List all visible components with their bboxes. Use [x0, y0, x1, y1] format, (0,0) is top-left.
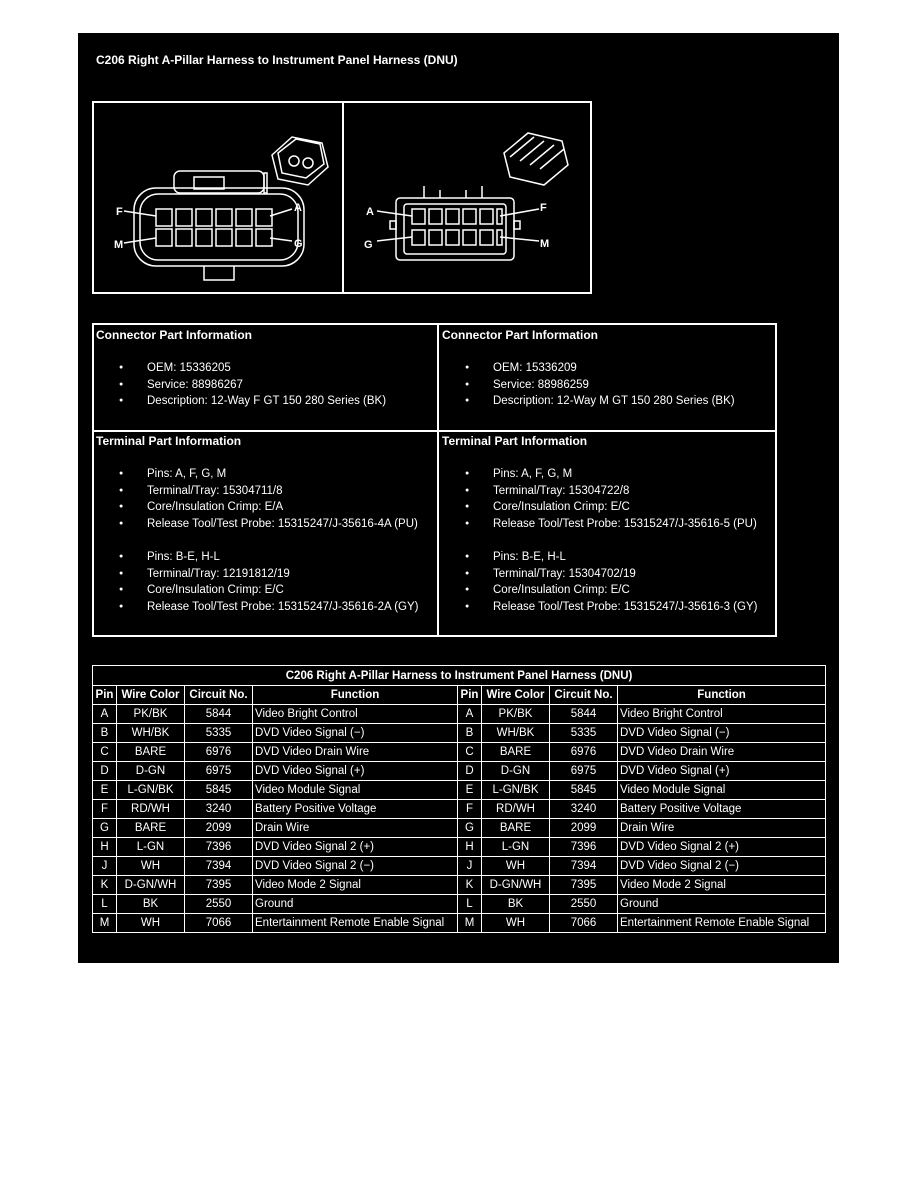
connector-description: ● Description: 12-Way M GT 150 280 Series (BK) — [442, 393, 777, 410]
connector-info-left — [96, 328, 434, 410]
cell-circuit-number: 7066 — [185, 914, 253, 933]
cell-function: Video Mode 2 Signal — [618, 876, 826, 895]
cell-function: DVD Video Signal (+) — [618, 762, 826, 781]
table-row — [93, 762, 826, 781]
female-label-f: F — [116, 206, 123, 218]
terminal-crimp: ● Core/Insulation Crimp: E/A — [96, 499, 434, 516]
cell-circuit-number: 5335 — [550, 724, 618, 743]
cell-wire-color: PK/BK — [482, 705, 550, 724]
cell-function: Entertainment Remote Enable Signal — [253, 914, 458, 933]
male-label-f: F — [540, 202, 547, 214]
table-row — [93, 914, 826, 933]
col-header-pin: Pin — [458, 686, 482, 705]
pinout-table — [92, 665, 826, 933]
terminal-release-tool: ● Release Tool/Test Probe: 15315247/J-35616-5 (PU) — [442, 516, 777, 533]
table-row — [93, 724, 826, 743]
cell-pin: C — [93, 743, 117, 762]
cell-circuit-number: 2099 — [550, 819, 618, 838]
info-divider-vertical — [437, 325, 439, 635]
cell-function: Ground — [253, 895, 458, 914]
cell-wire-color: RD/WH — [482, 800, 550, 819]
cell-wire-color: BK — [482, 895, 550, 914]
cell-pin: F — [458, 800, 482, 819]
connector-service: ● Service: 88986267 — [96, 377, 434, 394]
cell-wire-color: BARE — [482, 743, 550, 762]
cell-pin: E — [458, 781, 482, 800]
col-header-circuit: Circuit No. — [550, 686, 618, 705]
cell-pin: D — [93, 762, 117, 781]
terminal-pins: ● Pins: A, F, G, M — [96, 466, 434, 483]
cell-wire-color: L-GN/BK — [482, 781, 550, 800]
col-header-function: Function — [618, 686, 826, 705]
male-connector-iso-view — [504, 133, 568, 185]
col-header-pin: Pin — [93, 686, 117, 705]
cell-circuit-number: 7394 — [185, 857, 253, 876]
cell-pin: B — [93, 724, 117, 743]
terminal-info-heading: Terminal Part Information — [442, 434, 588, 448]
cell-wire-color: BARE — [117, 743, 185, 762]
cell-wire-color: RD/WH — [117, 800, 185, 819]
cell-pin: G — [93, 819, 117, 838]
cell-pin: K — [458, 876, 482, 895]
cell-wire-color: WH/BK — [117, 724, 185, 743]
cell-function: Video Module Signal — [253, 781, 458, 800]
cell-wire-color: D-GN/WH — [482, 876, 550, 895]
cell-pin: J — [93, 857, 117, 876]
male-label-a: A — [366, 206, 374, 218]
table-row — [93, 895, 826, 914]
cell-pin: D — [458, 762, 482, 781]
female-label-a: A — [294, 202, 302, 214]
terminal-release-tool: ● Release Tool/Test Probe: 15315247/J-35616-2A (GY) — [96, 599, 434, 616]
cell-pin: H — [458, 838, 482, 857]
male-cavities — [412, 209, 502, 245]
cell-circuit-number: 5844 — [185, 705, 253, 724]
cell-function: DVD Video Signal 2 (+) — [253, 838, 458, 857]
terminal-pins: ● Pins: B-E, H-L — [96, 549, 434, 566]
connector-info-heading: Connector Part Information — [442, 328, 599, 342]
info-divider-horizontal — [94, 430, 775, 432]
cell-wire-color: WH/BK — [482, 724, 550, 743]
terminal-pins: ● Pins: A, F, G, M — [442, 466, 777, 483]
cell-circuit-number: 2550 — [185, 895, 253, 914]
cell-circuit-number: 6975 — [185, 762, 253, 781]
cell-pin: A — [93, 705, 117, 724]
cell-circuit-number: 2099 — [185, 819, 253, 838]
col-header-wire-color: Wire Color — [482, 686, 550, 705]
cell-circuit-number: 7396 — [550, 838, 618, 857]
female-connector-iso-view — [272, 137, 328, 185]
cell-circuit-number: 5845 — [185, 781, 253, 800]
terminal-tray: ● Terminal/Tray: 15304702/19 — [442, 566, 777, 583]
cell-pin: B — [458, 724, 482, 743]
cell-function: Video Module Signal — [618, 781, 826, 800]
cell-function: DVD Video Signal 2 (+) — [618, 838, 826, 857]
cell-wire-color: BK — [117, 895, 185, 914]
terminal-info-left — [96, 434, 434, 615]
cell-function: Battery Positive Voltage — [618, 800, 826, 819]
table-row — [93, 838, 826, 857]
male-label-g: G — [364, 239, 373, 251]
cell-function: Video Bright Control — [618, 705, 826, 724]
connector-info-right — [442, 328, 777, 410]
cell-pin: C — [458, 743, 482, 762]
cell-pin: L — [93, 895, 117, 914]
female-cavities — [156, 209, 272, 246]
terminal-tray: ● Terminal/Tray: 12191812/19 — [96, 566, 434, 583]
connector-description: ● Description: 12-Way F GT 150 280 Series (BK) — [96, 393, 434, 410]
female-label-m: M — [114, 239, 124, 251]
table-header-row — [93, 686, 826, 705]
table-row — [93, 876, 826, 895]
terminal-crimp: ● Core/Insulation Crimp: E/C — [442, 582, 777, 599]
cell-wire-color: WH — [482, 914, 550, 933]
cell-function: DVD Video Signal (+) — [253, 762, 458, 781]
connector-info-heading: Connector Part Information — [96, 328, 253, 342]
cell-wire-color: BARE — [482, 819, 550, 838]
cell-circuit-number: 6976 — [550, 743, 618, 762]
page-title: C206 Right A-Pillar Harness to Instrument Panel Harness (DNU) — [96, 53, 458, 67]
table-row — [93, 800, 826, 819]
cell-circuit-number: 3240 — [185, 800, 253, 819]
cell-function: DVD Video Signal (−) — [253, 724, 458, 743]
cell-circuit-number: 2550 — [550, 895, 618, 914]
cell-pin: F — [93, 800, 117, 819]
terminal-crimp: ● Core/Insulation Crimp: E/C — [96, 582, 434, 599]
female-label-g: G — [294, 238, 303, 250]
cell-function: Ground — [618, 895, 826, 914]
cell-wire-color: D-GN — [117, 762, 185, 781]
cell-wire-color: L-GN — [117, 838, 185, 857]
table-caption: C206 Right A-Pillar Harness to Instrument Panel Harness (DNU) — [93, 666, 826, 686]
cell-function: Video Bright Control — [253, 705, 458, 724]
terminal-release-tool: ● Release Tool/Test Probe: 15315247/J-35616-4A (PU) — [96, 516, 434, 533]
cell-pin: M — [458, 914, 482, 933]
col-header-function: Function — [253, 686, 458, 705]
cell-wire-color: BARE — [117, 819, 185, 838]
connector-service: ● Service: 88986259 — [442, 377, 777, 394]
cell-circuit-number: 7395 — [550, 876, 618, 895]
cell-function: DVD Video Signal 2 (−) — [253, 857, 458, 876]
cell-function: Entertainment Remote Enable Signal — [618, 914, 826, 933]
table-row — [93, 743, 826, 762]
document-page — [78, 33, 839, 963]
cell-function: DVD Video Signal (−) — [618, 724, 826, 743]
cell-circuit-number: 7395 — [185, 876, 253, 895]
cell-circuit-number: 6976 — [185, 743, 253, 762]
cell-pin: H — [93, 838, 117, 857]
col-header-circuit: Circuit No. — [185, 686, 253, 705]
cell-wire-color: PK/BK — [117, 705, 185, 724]
cell-wire-color: L-GN — [482, 838, 550, 857]
cell-circuit-number: 7066 — [550, 914, 618, 933]
cell-wire-color: WH — [117, 857, 185, 876]
terminal-crimp: ● Core/Insulation Crimp: E/C — [442, 499, 777, 516]
terminal-tray: ● Terminal/Tray: 15304722/8 — [442, 483, 777, 500]
terminal-release-tool: ● Release Tool/Test Probe: 15315247/J-35616-3 (GY) — [442, 599, 777, 616]
terminal-tray: ● Terminal/Tray: 15304711/8 — [96, 483, 434, 500]
cell-pin: E — [93, 781, 117, 800]
cell-function: DVD Video Drain Wire — [618, 743, 826, 762]
cell-function: DVD Video Signal 2 (−) — [618, 857, 826, 876]
cell-circuit-number: 3240 — [550, 800, 618, 819]
cell-wire-color: D-GN/WH — [117, 876, 185, 895]
table-row — [93, 819, 826, 838]
connector-diagram — [92, 101, 592, 294]
cell-circuit-number: 7394 — [550, 857, 618, 876]
connector-face-views — [94, 103, 594, 296]
table-row — [93, 705, 826, 724]
cell-pin: J — [458, 857, 482, 876]
cell-function: Battery Positive Voltage — [253, 800, 458, 819]
table-row — [93, 781, 826, 800]
cell-circuit-number: 6975 — [550, 762, 618, 781]
cell-wire-color: WH — [117, 914, 185, 933]
terminal-pins: ● Pins: B-E, H-L — [442, 549, 777, 566]
cell-wire-color: WH — [482, 857, 550, 876]
cell-function: Video Mode 2 Signal — [253, 876, 458, 895]
cell-function: Drain Wire — [618, 819, 826, 838]
cell-circuit-number: 7396 — [185, 838, 253, 857]
col-header-wire-color: Wire Color — [117, 686, 185, 705]
cell-pin: K — [93, 876, 117, 895]
connector-oem: ● OEM: 15336205 — [96, 360, 434, 377]
cell-wire-color: D-GN — [482, 762, 550, 781]
cell-circuit-number: 5845 — [550, 781, 618, 800]
terminal-info-right — [442, 434, 777, 615]
connector-oem: ● OEM: 15336209 — [442, 360, 777, 377]
pinout-table-body — [93, 705, 826, 933]
cell-circuit-number: 5335 — [185, 724, 253, 743]
cell-function: DVD Video Drain Wire — [253, 743, 458, 762]
part-information-grid — [92, 323, 777, 637]
cell-function: Drain Wire — [253, 819, 458, 838]
cell-pin: A — [458, 705, 482, 724]
cell-pin: M — [93, 914, 117, 933]
cell-pin: L — [458, 895, 482, 914]
cell-pin: G — [458, 819, 482, 838]
cell-circuit-number: 5844 — [550, 705, 618, 724]
table-row — [93, 857, 826, 876]
cell-wire-color: L-GN/BK — [117, 781, 185, 800]
terminal-info-heading: Terminal Part Information — [96, 434, 242, 448]
male-label-m: M — [540, 238, 550, 250]
